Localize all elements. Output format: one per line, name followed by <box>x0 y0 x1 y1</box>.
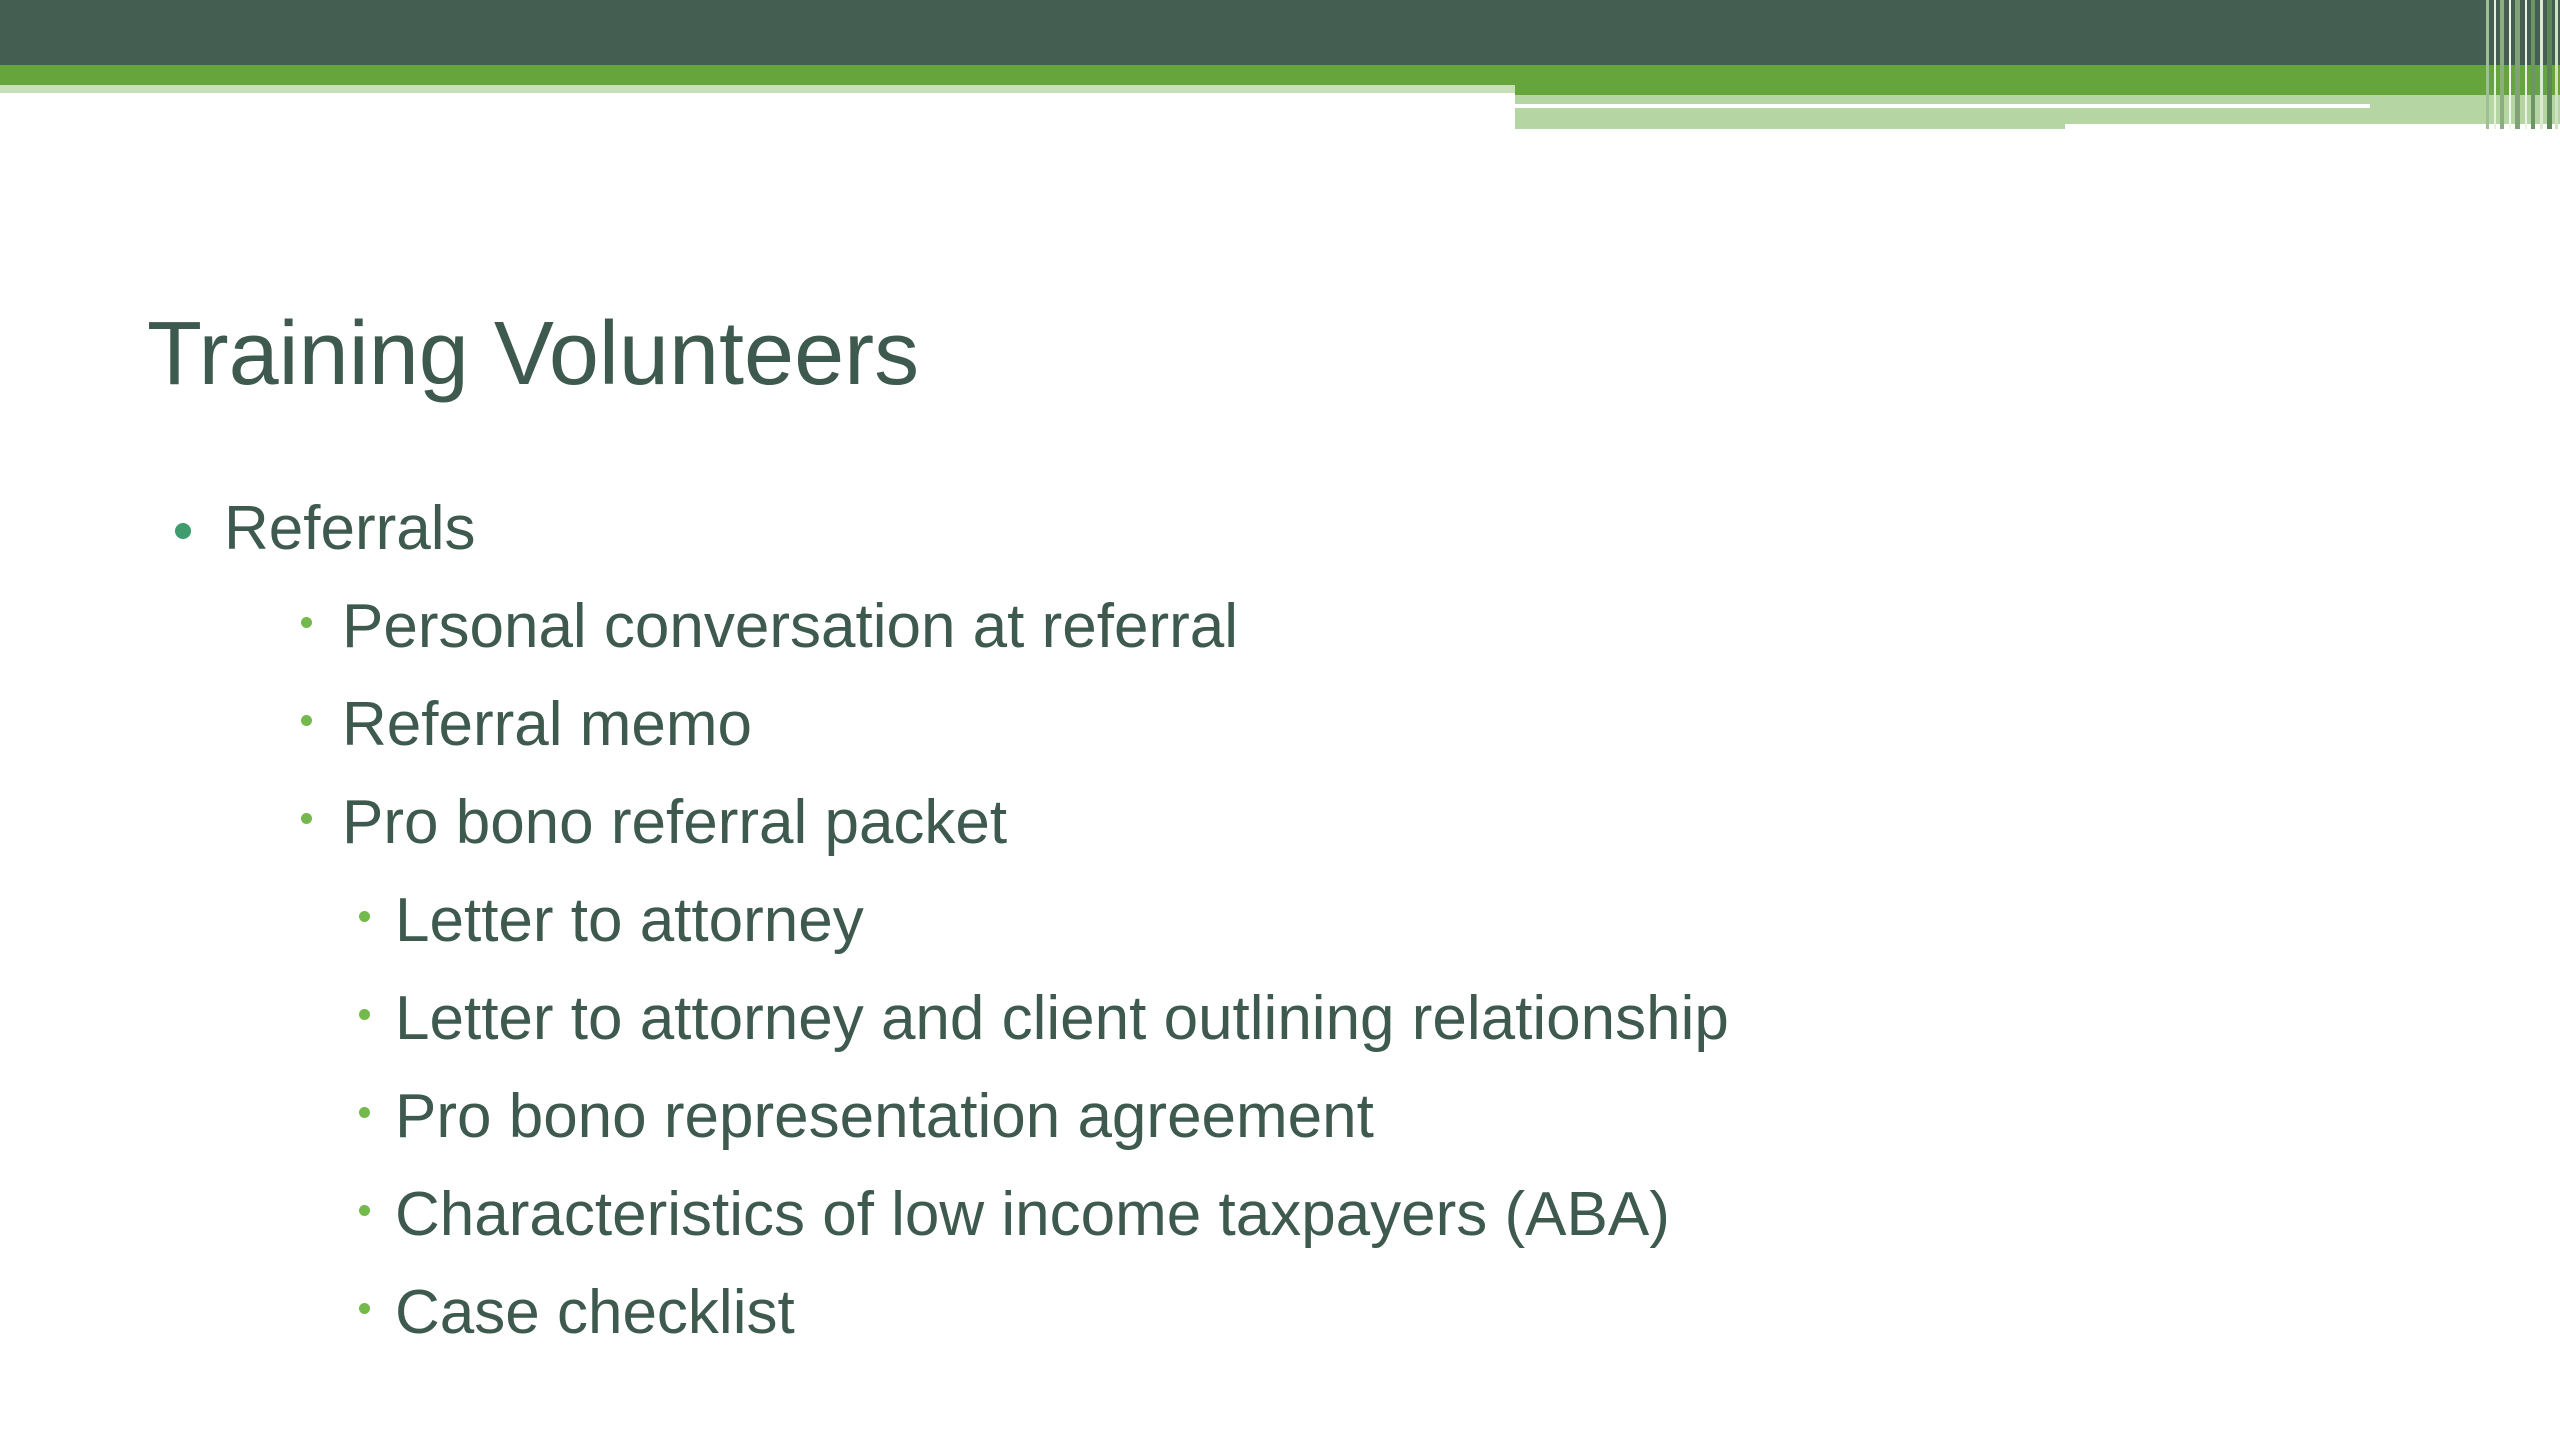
bullet-dot-icon <box>301 813 312 824</box>
bullet-dot-icon <box>359 1107 370 1118</box>
bullet-list <box>0 480 2560 1362</box>
bullet-item <box>0 1166 2560 1264</box>
header-stripe-pattern <box>2480 0 2560 129</box>
header-green-extension <box>1515 85 2560 95</box>
bullet-item <box>0 578 2560 676</box>
bullet-dot-icon <box>301 617 312 628</box>
bullet-item <box>0 774 2560 872</box>
bullet-text: Case checklist <box>395 1278 795 1347</box>
bullet-text: Letter to attorney and client outlining relationship <box>395 984 1729 1053</box>
bullet-item <box>0 1264 2560 1362</box>
bullet-item <box>0 872 2560 970</box>
header-dark-band <box>0 0 2560 65</box>
bullet-text: Personal conversation at referral <box>342 592 1239 661</box>
bullet-dot-icon <box>359 911 370 922</box>
header-pale-line <box>0 85 1515 93</box>
bullet-dot-icon <box>175 523 191 539</box>
bullet-dot-icon <box>359 1303 370 1314</box>
header-white-line <box>1515 104 2370 108</box>
bullet-text: Referral memo <box>342 690 752 759</box>
bullet-text: Pro bono referral packet <box>342 788 1008 857</box>
bullet-text: Pro bono representation agreement <box>395 1082 1374 1151</box>
header-green-band <box>0 65 2560 85</box>
bullet-dot-icon <box>301 715 312 726</box>
bullet-item <box>0 480 2560 578</box>
bullet-item <box>0 1068 2560 1166</box>
bullet-dot-icon <box>359 1009 370 1020</box>
bullet-text: Letter to attorney <box>395 886 864 955</box>
bullet-item <box>0 676 2560 774</box>
slide-title: Training Volunteers <box>147 304 920 404</box>
bullet-text: Characteristics of low income taxpayers (ABA) <box>395 1180 1670 1249</box>
bullet-text: Referrals <box>224 494 476 563</box>
bullet-item <box>0 970 2560 1068</box>
bullet-dot-icon <box>359 1205 370 1216</box>
